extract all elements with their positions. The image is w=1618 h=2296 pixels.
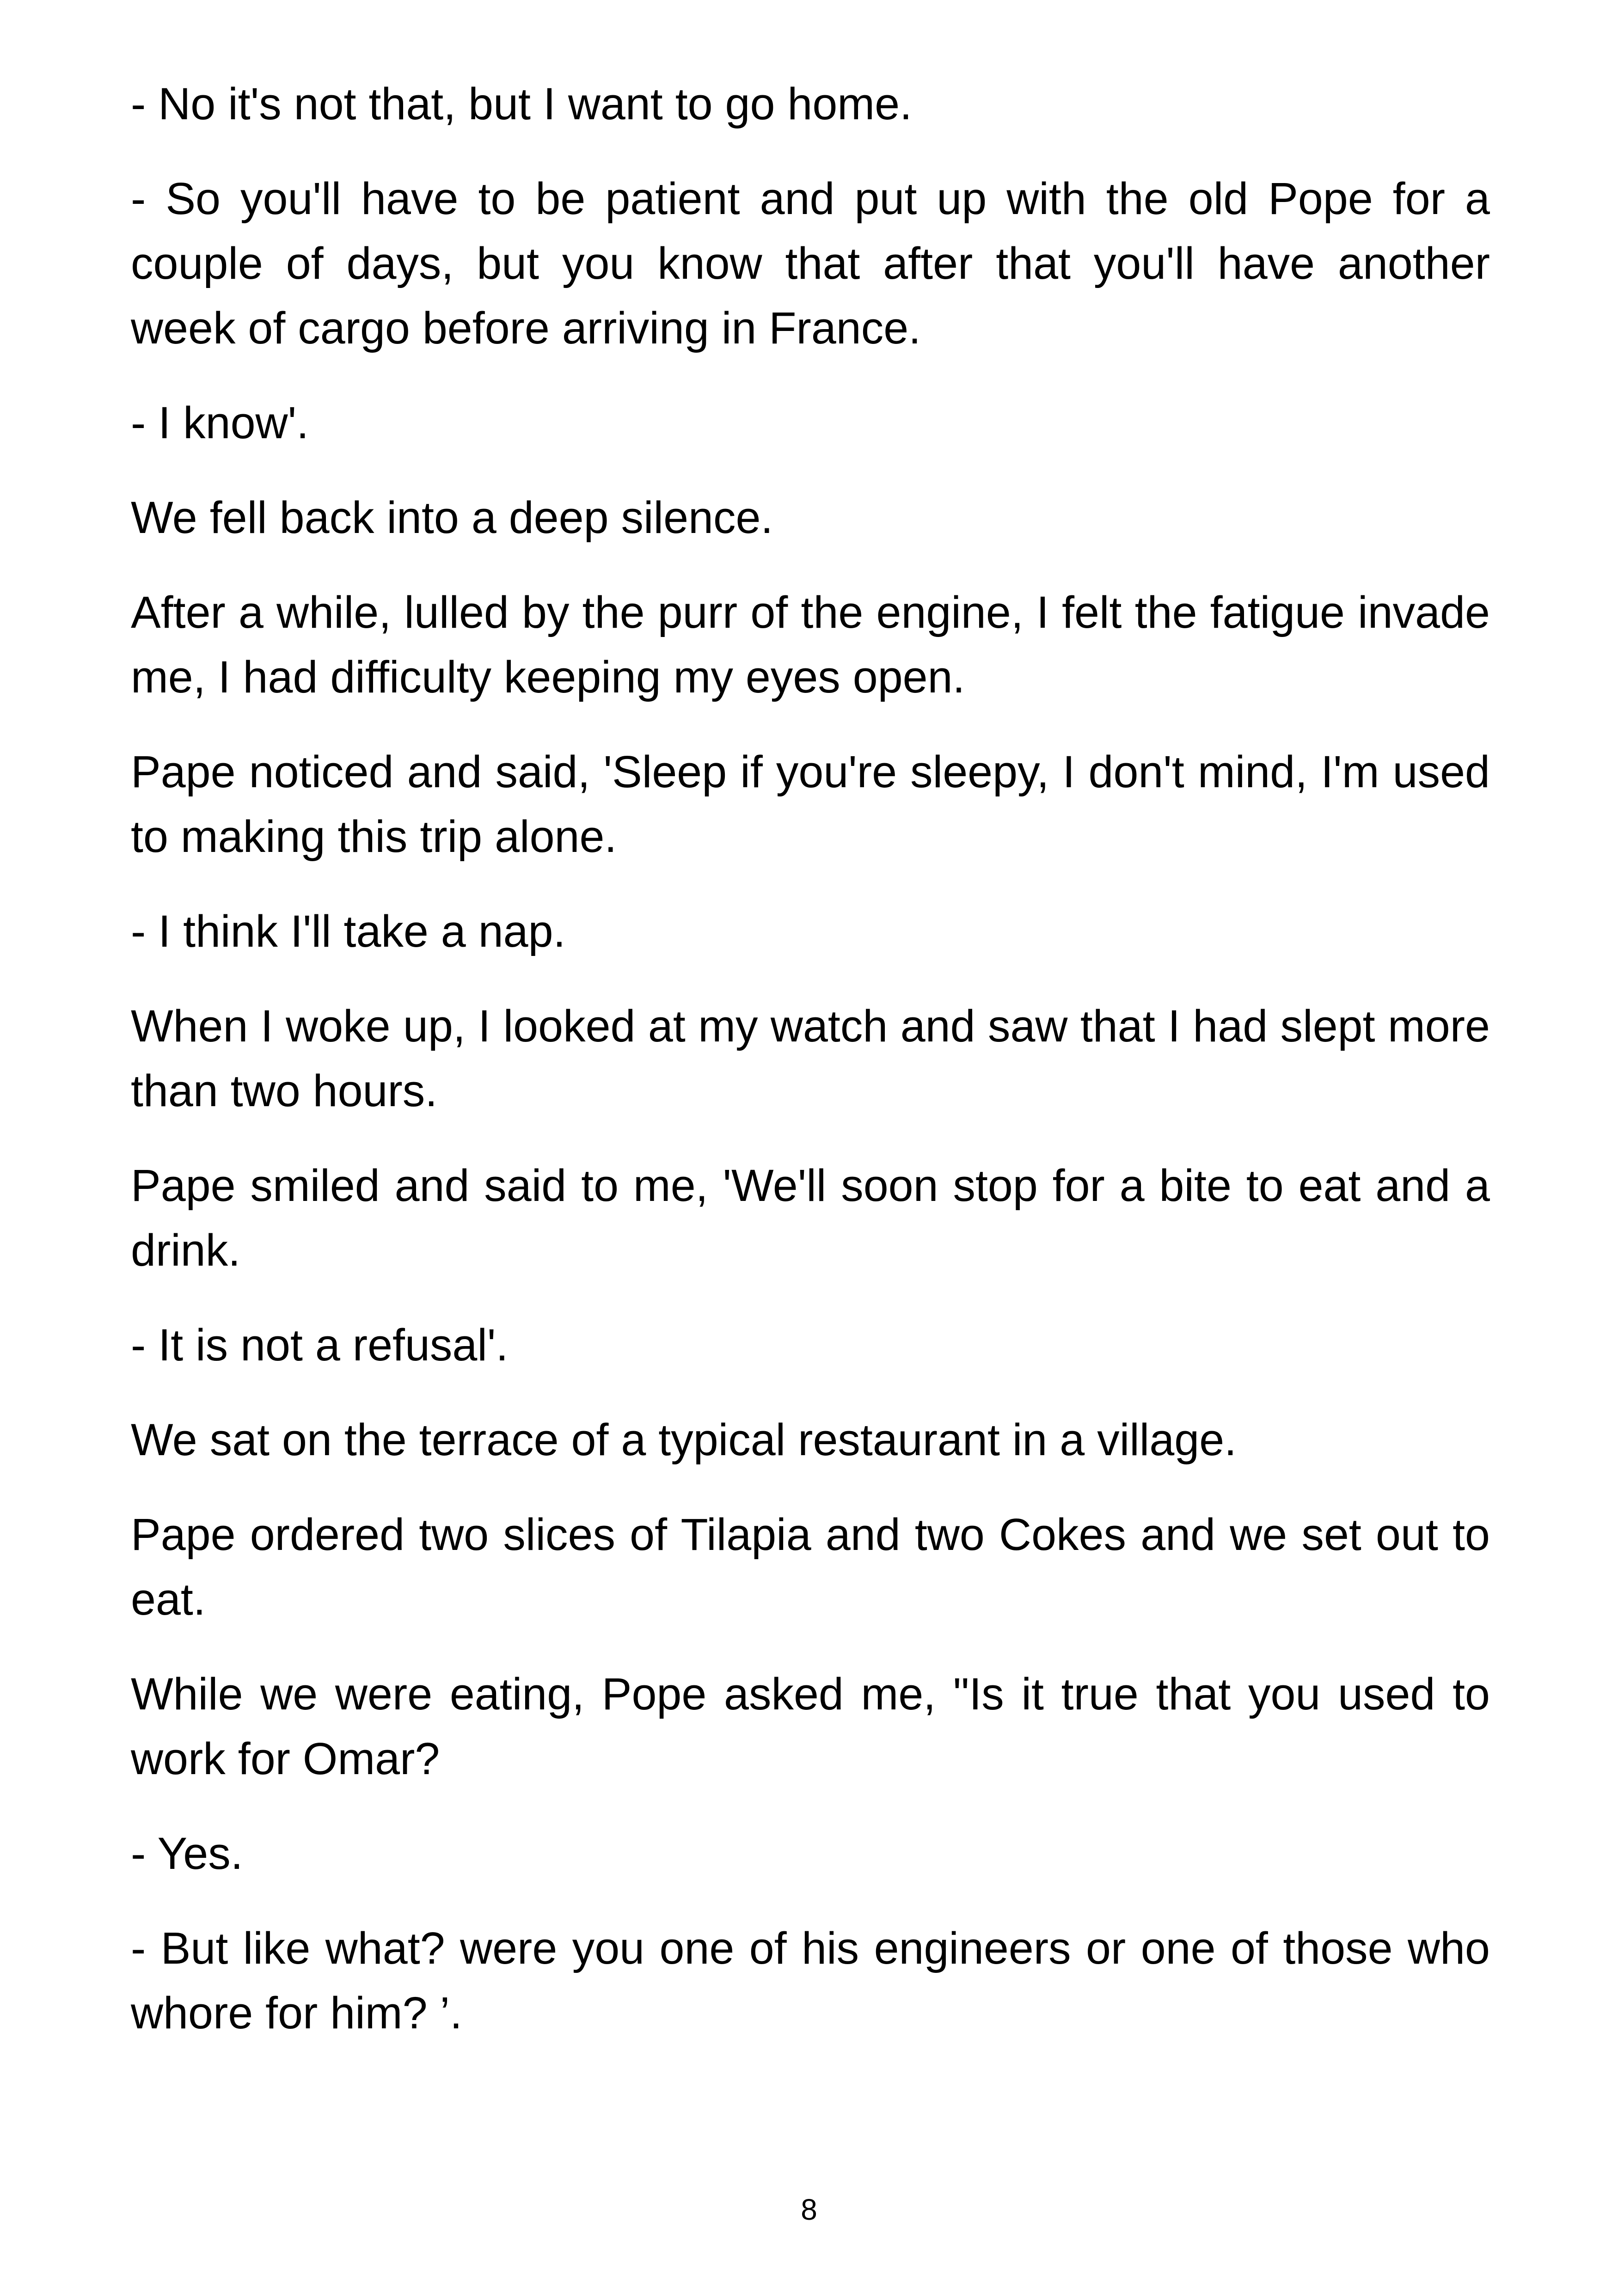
paragraph: - It is not a refusal'. <box>131 1320 509 1370</box>
paragraph: - Yes. <box>131 1828 243 1879</box>
paragraph: Pape smiled and said to me, 'We'll soon stop for a bite to eat and a drink. <box>131 1160 1490 1275</box>
paragraph: Pape ordered two slices of Tilapia and two Cokes and we set out to eat. <box>131 1509 1490 1624</box>
paragraph: We sat on the terrace of a typical restaurant in a village. <box>131 1414 1237 1465</box>
paragraph: While we were eating, Pope asked me, "Is it true that you used to work for Omar? <box>131 1669 1490 1784</box>
paragraph: We fell back into a deep silence. <box>131 492 773 543</box>
paragraph: - But like what? were you one of his engineers or one of those who whore for him? ’. <box>131 1923 1490 2038</box>
page-number: 8 <box>801 2193 817 2226</box>
paragraph: After a while, lulled by the purr of the engine, I felt the fatigue invade me, I had difficulty keeping my eyes open. <box>131 587 1490 702</box>
text-body <box>131 72 1490 2076</box>
paragraph: Pape noticed and said, 'Sleep if you're sleepy, I don't mind, I'm used to making this trip alone. <box>131 747 1490 862</box>
paragraph: - No it's not that, but I want to go home. <box>131 79 912 129</box>
paragraph: - So you'll have to be patient and put up with the old Pope for a couple of days, but you know that after that you'll have another week of cargo before arriving in France. <box>131 173 1490 353</box>
paragraph: When I woke up, I looked at my watch and saw that I had slept more than two hours. <box>131 1001 1490 1116</box>
paragraph: - I know'. <box>131 398 309 448</box>
paragraph: - I think I'll take a nap. <box>131 906 566 956</box>
